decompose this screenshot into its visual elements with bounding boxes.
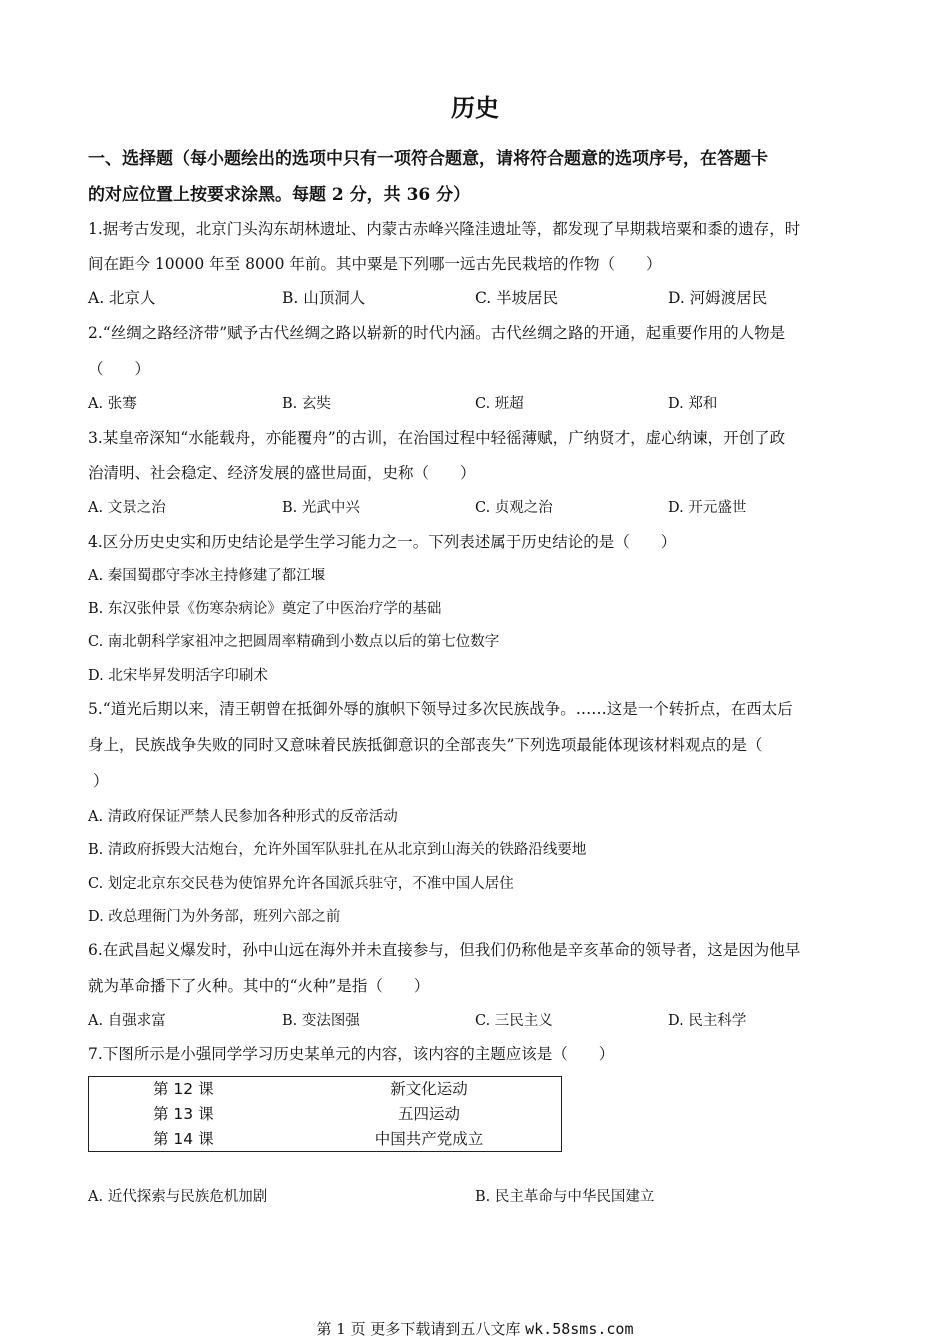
- question-2-option-d: D. 郑和: [668, 396, 718, 412]
- question-7-option-b: B. 民主革命与中华民国建立: [475, 1189, 655, 1205]
- question-1-line2: 间在距今 10000 年至 8000 年前。其中粟是下列哪一远古先民栽培的作物（ ）: [88, 255, 662, 273]
- lesson-number: 第 13 课: [153, 1105, 214, 1123]
- section-heading-line2: 的对应位置上按要求涂黑。每题 2 分，共 36 分）: [88, 185, 471, 205]
- question-1-option-c: C. 半坡居民: [475, 289, 559, 307]
- question-1-option-b: B. 山顶洞人: [282, 289, 366, 307]
- question-6-line2: 就为革命播下了火种。其中的“火种”是指（ ）: [88, 977, 430, 995]
- question-5-line1: 5.“道光后期以来，清王朝曾在抵御外辱的旗帜下领导过多次民族战争。……这是一个转折点，在西太后: [88, 700, 793, 718]
- table-row: [89, 1102, 561, 1126]
- table-row: [89, 1127, 561, 1151]
- question-1-option-a: A. 北京人: [88, 289, 156, 307]
- question-2-option-b: B. 玄奘: [282, 396, 331, 412]
- question-3-option-c: C. 贞观之治: [475, 500, 553, 516]
- lesson-topic: 中国共产党成立: [374, 1130, 484, 1148]
- question-7-option-a: A. 近代探索与民族危机加剧: [88, 1189, 268, 1205]
- question-7-line1: 7.下图所示是小强同学学习历史某单元的内容，该内容的主题应该是（ ）: [88, 1045, 615, 1063]
- question-2-line2: （ ）: [88, 360, 151, 378]
- lesson-topic: 五四运动: [397, 1105, 460, 1123]
- question-2-option-a: A. 张骞: [88, 396, 137, 412]
- question-3-option-a: A. 文景之治: [88, 500, 166, 516]
- question-5-line2: 身上，民族战争失败的同时又意味着民族抵御意识的全部丧失”下列选项最能体现该材料观点的是（: [88, 736, 763, 754]
- question-4-option-b: B. 东汉张仲景《伤寒杂病论》奠定了中医治疗学的基础: [88, 601, 442, 617]
- question-1-option-d: D. 河姆渡居民: [668, 289, 768, 307]
- question-5-option-b: B. 清政府拆毁大沽炮台，允许外国军队驻扎在从北京到山海关的铁路沿线要地: [88, 842, 587, 858]
- question-2-line1: 2.“丝绸之路经济带”赋予古代丝绸之路以崭新的时代内涵。古代丝绸之路的开通，起重要作用的人物是: [88, 324, 786, 342]
- question-2-option-c: C. 班超: [475, 396, 524, 412]
- lesson-number: 第 14 课: [153, 1130, 214, 1148]
- question-4-line1: 4.区分历史史实和历史结论是学生学习能力之一。下列表述属于历史结论的是（ ）: [88, 533, 677, 551]
- footer-url-link[interactable]: wk.58sms.com: [525, 1320, 634, 1338]
- question-4-option-c: C. 南北朝科学家祖冲之把圆周率精确到小数点以后的第七位数字: [88, 634, 500, 650]
- table-row: [89, 1077, 561, 1101]
- page-footer: [0, 1318, 950, 1339]
- question-6-line1: 6.在武昌起义爆发时，孙中山远在海外并未直接参与，但我们仍称他是辛亥革命的领导者，这是因为他早: [88, 941, 801, 959]
- section-heading-line1: 一、选择题（每小题绘出的选项中只有一项符合题意，请将符合题意的选项序号，在答题卡: [88, 149, 768, 169]
- lesson-topic: 新文化运动: [390, 1080, 468, 1098]
- question-6-option-a: A. 自强求富: [88, 1013, 166, 1029]
- lesson-number: 第 12 课: [153, 1080, 214, 1098]
- question-4-option-d: D. 北宋毕昇发明活字印刷术: [88, 668, 268, 684]
- question-1-line1: 1.据考古发现，北京门头沟东胡林遗址、内蒙古赤峰兴隆洼遗址等，都发现了早期栽培粟和黍的遗存，时: [88, 220, 801, 238]
- question-3-line2: 治清明、社会稳定、经济发展的盛世局面，史称（ ）: [88, 464, 476, 482]
- question-6-option-b: B. 变法图强: [282, 1013, 360, 1029]
- question-4-option-a: A. 秦国蜀郡守李冰主持修建了都江堰: [88, 568, 326, 584]
- page-title: 历史: [451, 93, 499, 122]
- question-5-option-a: A. 清政府保证严禁人民参加各种形式的反帝活动: [88, 809, 398, 825]
- question-3-option-b: B. 光武中兴: [282, 500, 360, 516]
- question-5-line3: ）: [93, 772, 109, 790]
- question-5-option-d: D. 改总理衙门为外务部，班列六部之前: [88, 909, 341, 925]
- question-6-option-c: C. 三民主义: [475, 1013, 553, 1029]
- question-3-option-d: D. 开元盛世: [668, 500, 747, 516]
- question-5-option-c: C. 划定北京东交民巷为使馆界允许各国派兵驻守，不准中国人居住: [88, 876, 514, 892]
- question-3-line1: 3.某皇帝深知“水能载舟，亦能覆舟”的古训，在治国过程中轻徭薄赋，广纳贤才，虚心纳谏，开创了政: [88, 429, 786, 447]
- footer-page-text: 第 1 页 更多下载请到五八文库: [316, 1320, 526, 1338]
- question-6-option-d: D. 民主科学: [668, 1013, 747, 1029]
- lesson-table: [88, 1076, 562, 1152]
